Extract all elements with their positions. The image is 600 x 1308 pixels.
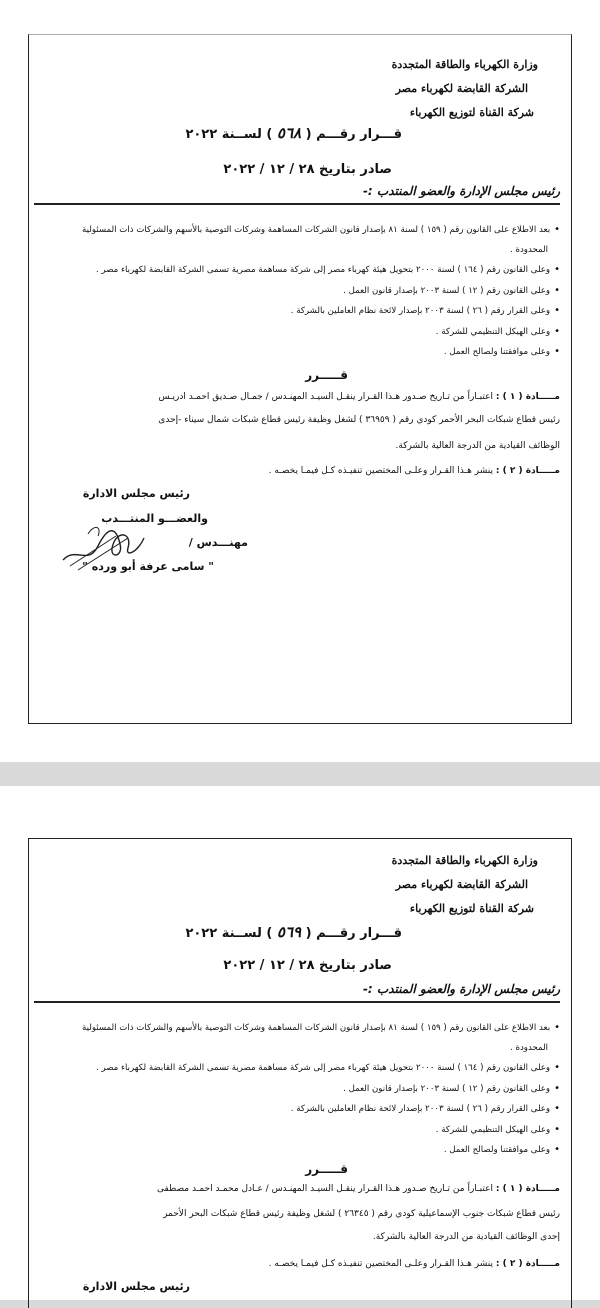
issued-date: صادر بتاريخ ٢٨ / ١٢ / ٢٠٢٢ bbox=[223, 162, 392, 177]
article-1-line-3: الوظائف القيادية من الدرجة العالية بالشركة. bbox=[395, 441, 560, 451]
article-1-line-1 bbox=[157, 1184, 560, 1194]
preamble-list bbox=[34, 1018, 560, 1161]
article-1-line-2: رئيس قطاع شبكات جنوب الإسماعيلية كودي رقم ( ٢٦٣٤٥ ) لشغل وظيفة رئيس قطاع شبكات البحر الأحمر bbox=[163, 1209, 560, 1219]
preamble-list bbox=[34, 220, 560, 363]
signatory-title-2: والعضـــو المنتـــدب bbox=[101, 512, 208, 525]
holding-company-name: الشركة القابضة لكهرباء مصر bbox=[395, 82, 528, 95]
decision-number: ٥٦٨ bbox=[276, 124, 302, 142]
signatory-title: رئيس مجلس الادارة bbox=[82, 487, 190, 500]
preamble-item: • وعلى القرار رقم ( ٢٦ ) لسنة ٢٠٠٣ بإصدار لائحة نظام العاملين بالشركة . bbox=[34, 301, 560, 322]
preamble-item: • وعلى موافقتنا ولصالح العمل . bbox=[34, 1140, 560, 1161]
decides-heading: قـــــرر bbox=[305, 1162, 348, 1176]
article-1-label: مـــــادة ( ١ ) : bbox=[495, 392, 560, 402]
decides-heading: قـــــرر bbox=[305, 368, 348, 382]
article-1-line-2: رئيس قطاع شبكات البحر الأحمر كودي رقم ( ٣٦٩٥٩ ) لشغل وظيفة رئيس قطاع شبكات شمال سيناء -إحدى bbox=[158, 415, 560, 425]
issued-date: صادر بتاريخ ٢٨ / ١٢ / ٢٠٢٢ bbox=[223, 958, 392, 973]
signatory-title: رئيس مجلس الادارة bbox=[82, 1280, 190, 1293]
article-2-text: ينشر هـذا القـرار وعلـى المختصين تنفيـذه كـل فيمـا يخصـه . bbox=[268, 466, 493, 476]
preamble-item: • وعلى القانون رقم ( ١٢ ) لسنة ٢٠٠٣ بإصدار قانون العمل . bbox=[34, 1079, 560, 1100]
decision-suffix: ) لســنة ٢٠٢٢ bbox=[185, 127, 273, 142]
article-2-label: مـــــادة ( ٢ ) : bbox=[495, 466, 560, 476]
divider bbox=[34, 1001, 560, 1003]
chairman-line: رئيس مجلس الإدارة والعضو المنتدب :- bbox=[362, 982, 560, 996]
preamble-item: • وعلى القرار رقم ( ٢٦ ) لسنة ٢٠٠٣ بإصدار لائحة نظام العاملين بالشركة . bbox=[34, 1099, 560, 1120]
decision-number: ٥٦٩ bbox=[276, 923, 302, 941]
article-2-line bbox=[269, 466, 560, 476]
decision-number-line bbox=[185, 923, 402, 941]
handwritten-signature bbox=[58, 516, 148, 572]
preamble-item: • وعلى الهيكل التنظيمي للشركة . bbox=[34, 322, 560, 343]
article-1-line-3: إحدى الوظائف القيادية من الدرجة العالية بالشركة. bbox=[372, 1232, 560, 1242]
engineer-label: مهنـــدس / bbox=[188, 536, 248, 549]
decision-number-line bbox=[185, 124, 402, 142]
preamble-item: • وعلى القانون رقم ( ١٦٤ ) لسنة ٢٠٠٠ بتحويل هيئة كهرباء مصر إلى شركة مساهمة مصرية تسمى الشركة القابضة لكهرباء مصر . bbox=[34, 1058, 560, 1079]
decision-prefix: قـــرار رقـــم ( bbox=[305, 926, 402, 941]
document-page-2 bbox=[0, 786, 600, 1300]
preamble-item: • بعد الاطلاع على القانون رقم ( ١٥٩ ) لسنة ٨١ بإصدار قانون الشركات المساهمة وشركات التوصية بالأسهم والشركات ذات المسئولية bbox=[34, 220, 560, 241]
company-name: شركة القناة لتوزيع الكهرباء bbox=[409, 106, 534, 119]
preamble-item-cont: المحدودة . bbox=[510, 1042, 548, 1053]
preamble-item: • وعلى القانون رقم ( ١٦٤ ) لسنة ٢٠٠٠ بتحويل هيئة كهرباء مصر إلى شركة مساهمة مصرية تسمى الشركة القابضة لكهرباء مصر . bbox=[34, 260, 560, 281]
holding-company-name: الشركة القابضة لكهرباء مصر bbox=[395, 878, 528, 891]
article-1-label: مـــــادة ( ١ ) : bbox=[495, 1184, 560, 1194]
decision-prefix: قـــرار رقـــم ( bbox=[305, 127, 402, 142]
ministry-name: وزارة الكهرباء والطاقة المتجددة bbox=[391, 854, 538, 867]
ministry-name: وزارة الكهرباء والطاقة المتجددة bbox=[391, 58, 538, 71]
preamble-item: • بعد الاطلاع على القانون رقم ( ١٥٩ ) لسنة ٨١ بإصدار قانون الشركات المساهمة وشركات التوصية بالأسهم والشركات ذات المسئولية bbox=[34, 1018, 560, 1039]
signatory-name: " سامى عرفة أبو ورده " bbox=[82, 560, 214, 573]
article-1-text: اعتبـاراً من تـاريخ صـدور هـذا القـرار ينقـل السيـد المهنـدس / عـادل محمـد احمـد مصطفى bbox=[157, 1184, 493, 1194]
decision-suffix: ) لســنة ٢٠٢٢ bbox=[185, 926, 273, 941]
company-name: شركة القناة لتوزيع الكهرباء bbox=[409, 902, 534, 915]
article-2-label: مـــــادة ( ٢ ) : bbox=[495, 1259, 560, 1269]
chairman-line: رئيس مجلس الإدارة والعضو المنتدب :- bbox=[362, 184, 560, 198]
preamble-item: • وعلى موافقتنا ولصالح العمل . bbox=[34, 342, 560, 363]
article-1-text: اعتبـاراً من تـاريخ صـدور هـذا القـرار ينقـل السيـد المهنـدس / جمـال صـديق احمـد ادريـس bbox=[158, 392, 493, 402]
preamble-item-cont: المحدودة . bbox=[510, 244, 548, 255]
article-1-line-1 bbox=[158, 392, 560, 402]
preamble-item: • وعلى القانون رقم ( ١٢ ) لسنة ٢٠٠٣ بإصدار قانون العمل . bbox=[34, 281, 560, 302]
divider bbox=[34, 203, 560, 205]
preamble-item: • وعلى الهيكل التنظيمي للشركة . bbox=[34, 1120, 560, 1141]
article-2-line bbox=[269, 1259, 560, 1269]
article-2-text: ينشر هـذا القـرار وعلـى المختصين تنفيـذه كـل فيمـا يخصـه . bbox=[268, 1259, 493, 1269]
